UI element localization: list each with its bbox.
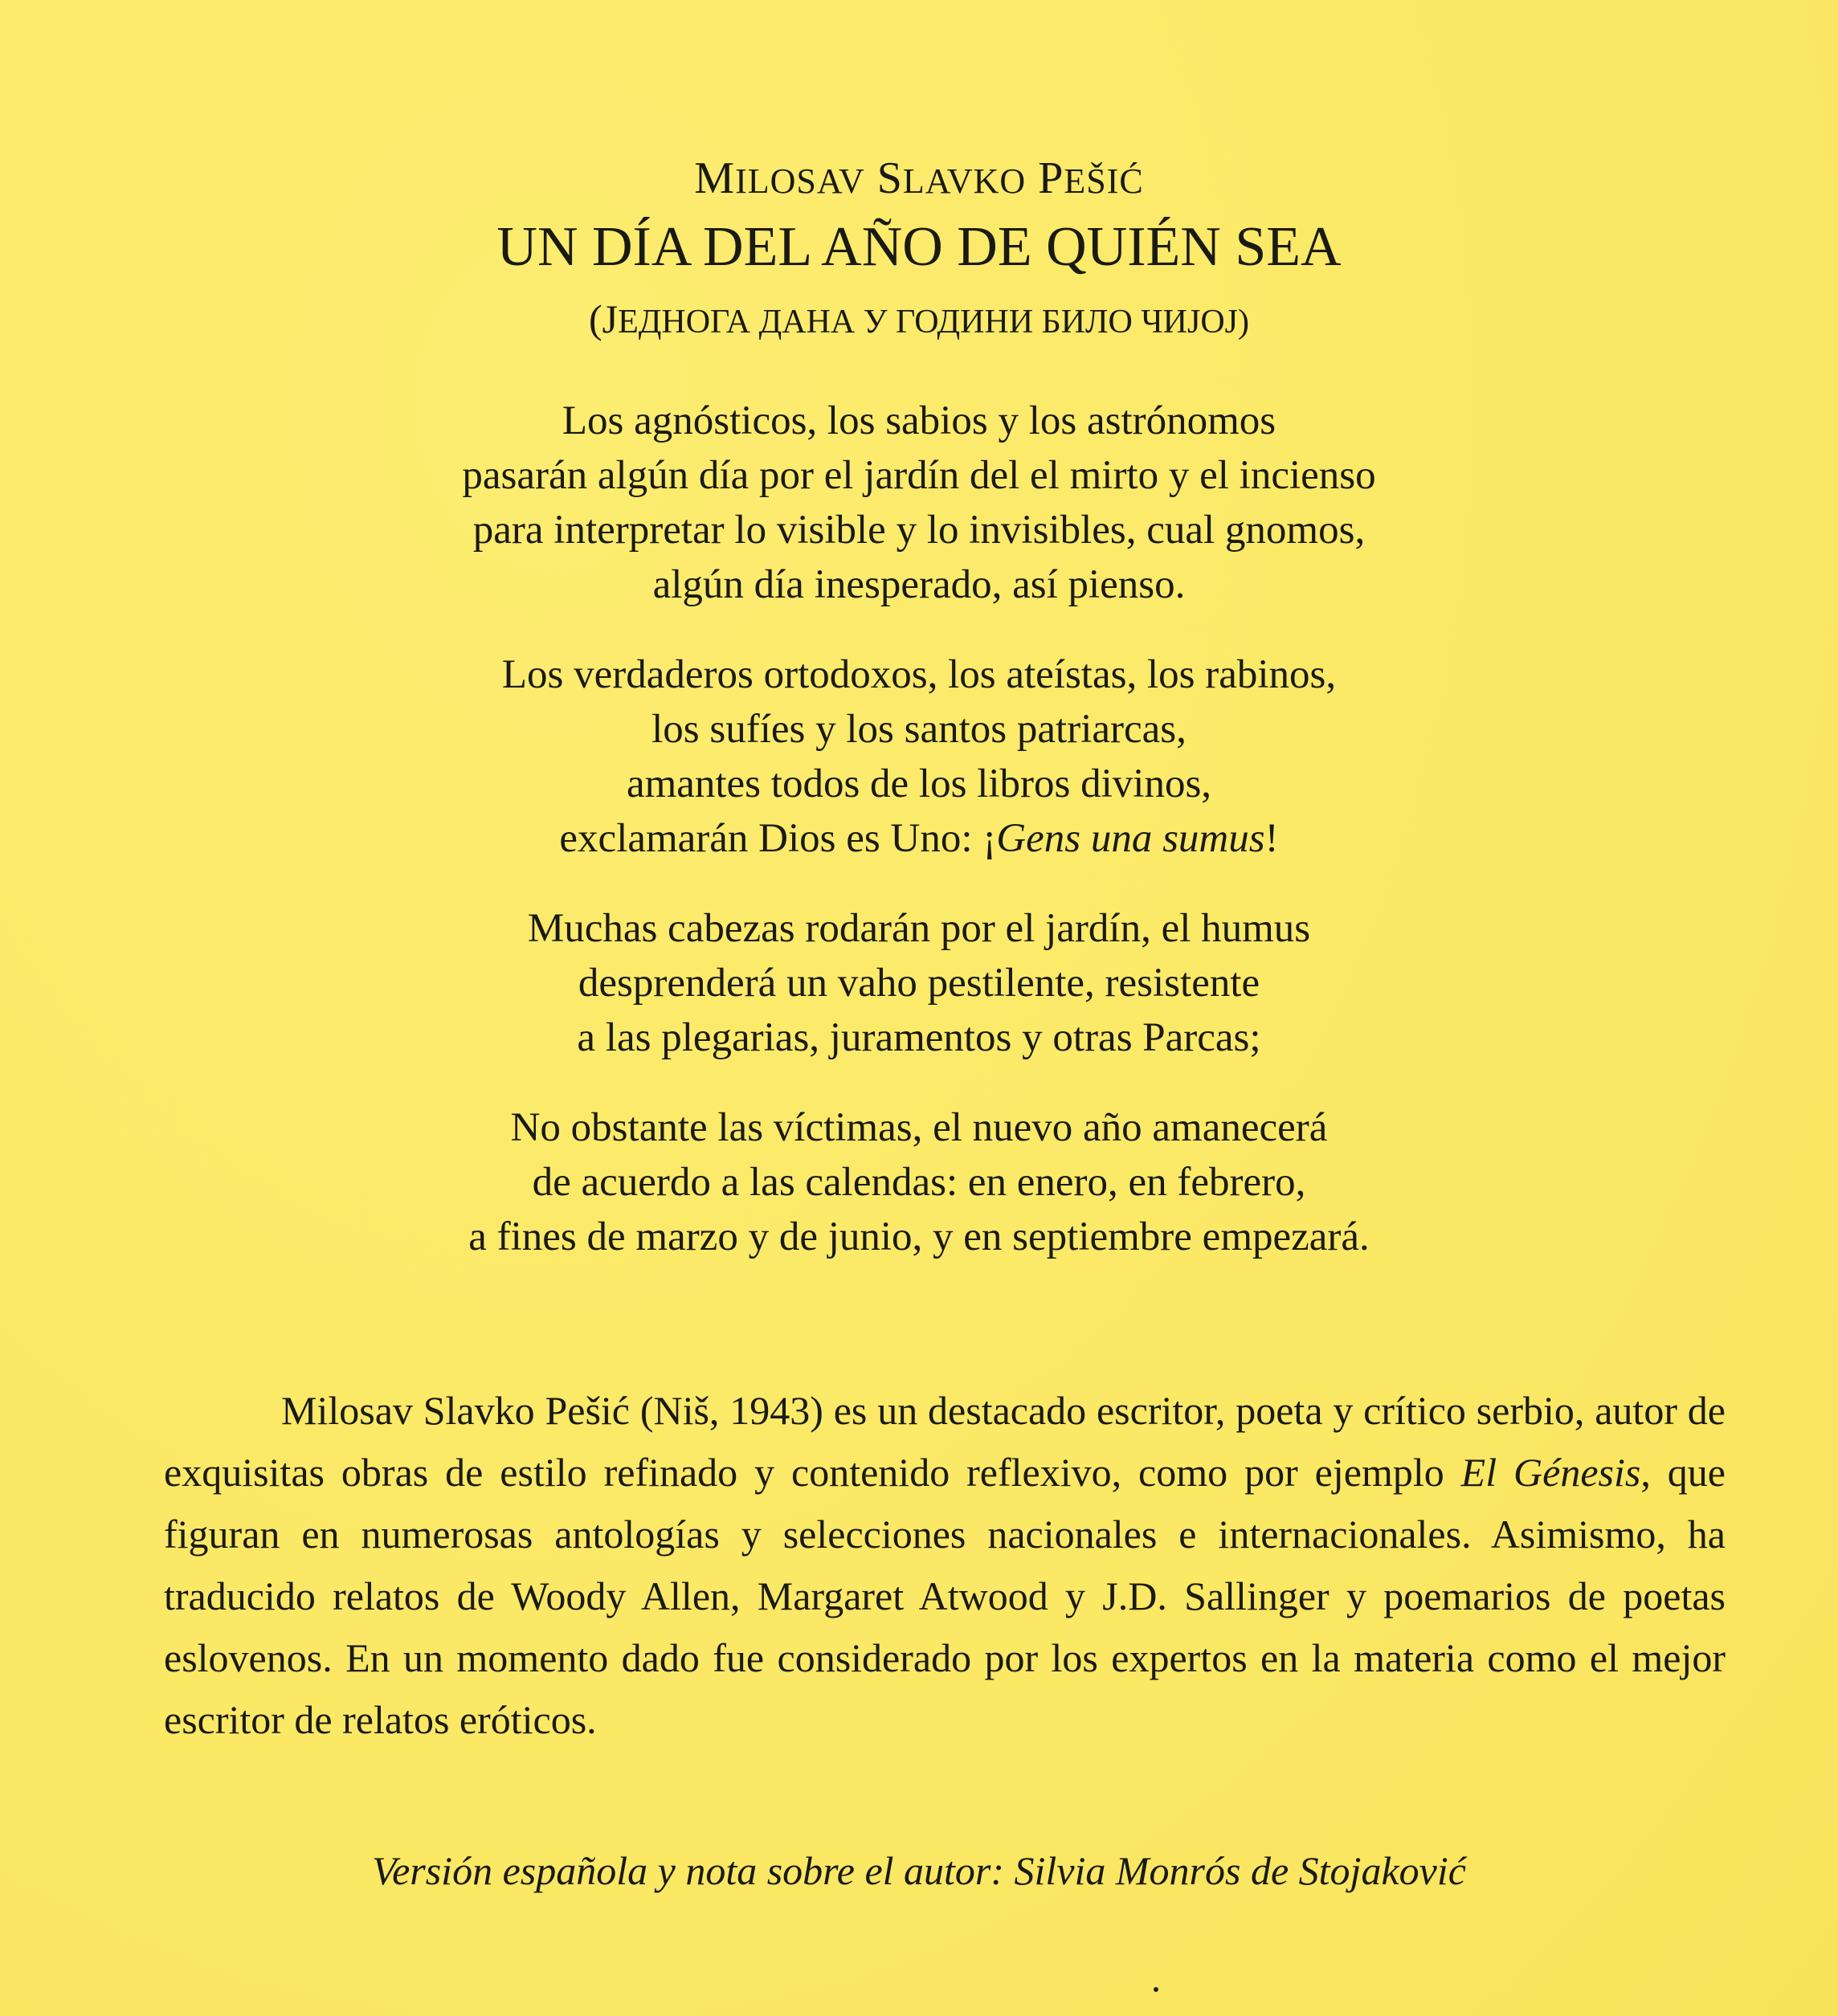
stanza-1	[0, 394, 1838, 612]
poem-line: los sufíes y los santos patriarcas,	[651, 707, 1187, 752]
line-prefix: exclamarán Dios es Uno: ¡	[559, 816, 997, 861]
bio-book-title: El Génesis	[1460, 1450, 1641, 1495]
author-initial-2: S	[876, 153, 903, 203]
author-smallcaps-2: LAVKO	[902, 161, 1027, 201]
page-mark	[1154, 1987, 1158, 1992]
poem-body	[0, 394, 1838, 1300]
poem-line: Los agnósticos, los sabios y los astrónomos	[562, 398, 1276, 443]
poem-line: Muchas cabezas rodarán por el jardín, el humus	[527, 906, 1311, 951]
poem-line: Los verdaderos ortodoxos, los ateístas, los rabinos,	[501, 652, 1337, 697]
translation-credit: Versión española y nota sobre el autor: Silvia Monrós de Stojaković	[372, 1848, 1466, 1893]
poem-line: para interpretar lo visible y lo invisibles, cual gnomos,	[472, 508, 1366, 553]
author-bio	[164, 1380, 1726, 1751]
stanza-2	[0, 647, 1838, 866]
author-initial-3: P	[1038, 153, 1064, 203]
subtitle-rest: ЕДНОГА ДАНА У ГОДИНИ БИЛО ЧИЈОЈ)	[618, 304, 1249, 341]
bio-text-1: Milosav Slavko Pešić (Niš, 1943) es un destacado escritor, poeta y crítico serbio, autor de exquisitas obras de estilo refinado y contenido reflexivo, como por ejemplo	[164, 1388, 1726, 1495]
author-smallcaps-3: EŠIĆ	[1064, 161, 1144, 201]
poem-line: desprenderá un vaho pestilente, resistente	[578, 961, 1260, 1006]
poem-subtitle	[0, 296, 1838, 342]
stanza-4	[0, 1100, 1838, 1264]
poem-line: de acuerdo a las calendas: en enero, en febrero,	[532, 1160, 1306, 1205]
bio-text-2: , que figuran en numerosas antologías y selecciones nacionales e internacionales. Asimismo, ha traducido relatos de Woody Allen, Margaret Atwood y J.D. Sallinger y poemarios de poetas eslovenos. En un momento dado fue considerado por los expertos en la materia como el mejor escritor de relatos eróticos.	[164, 1450, 1726, 1742]
poem-line: pasarán algún día por el jardín del el mirto y el incienso	[462, 453, 1376, 498]
latin-phrase: Gens una sumus	[996, 816, 1265, 861]
poem-title: UN DÍA DEL AÑO DE QUIÉN SEA	[496, 216, 1342, 278]
author-name	[0, 153, 1838, 204]
poem-line: algún día inesperado, así pienso.	[652, 562, 1186, 607]
poem-line: No obstante las víctimas, el nuevo año amanecerá	[510, 1105, 1328, 1150]
stanza-3	[0, 901, 1838, 1065]
poem-line	[0, 811, 1838, 866]
subtitle-open: (Ј	[588, 296, 619, 341]
poem-line: a fines de marzo y de junio, y en septiembre empezará.	[468, 1214, 1370, 1259]
poem-line: a las plegarias, juramentos y otras Parcas;	[577, 1015, 1261, 1060]
author-initial-1: M	[694, 153, 736, 203]
author-smallcaps-1: ILOSAV	[735, 161, 865, 201]
line-suffix: !	[1264, 816, 1279, 861]
poem-line: amantes todos de los libros divinos,	[626, 761, 1212, 806]
